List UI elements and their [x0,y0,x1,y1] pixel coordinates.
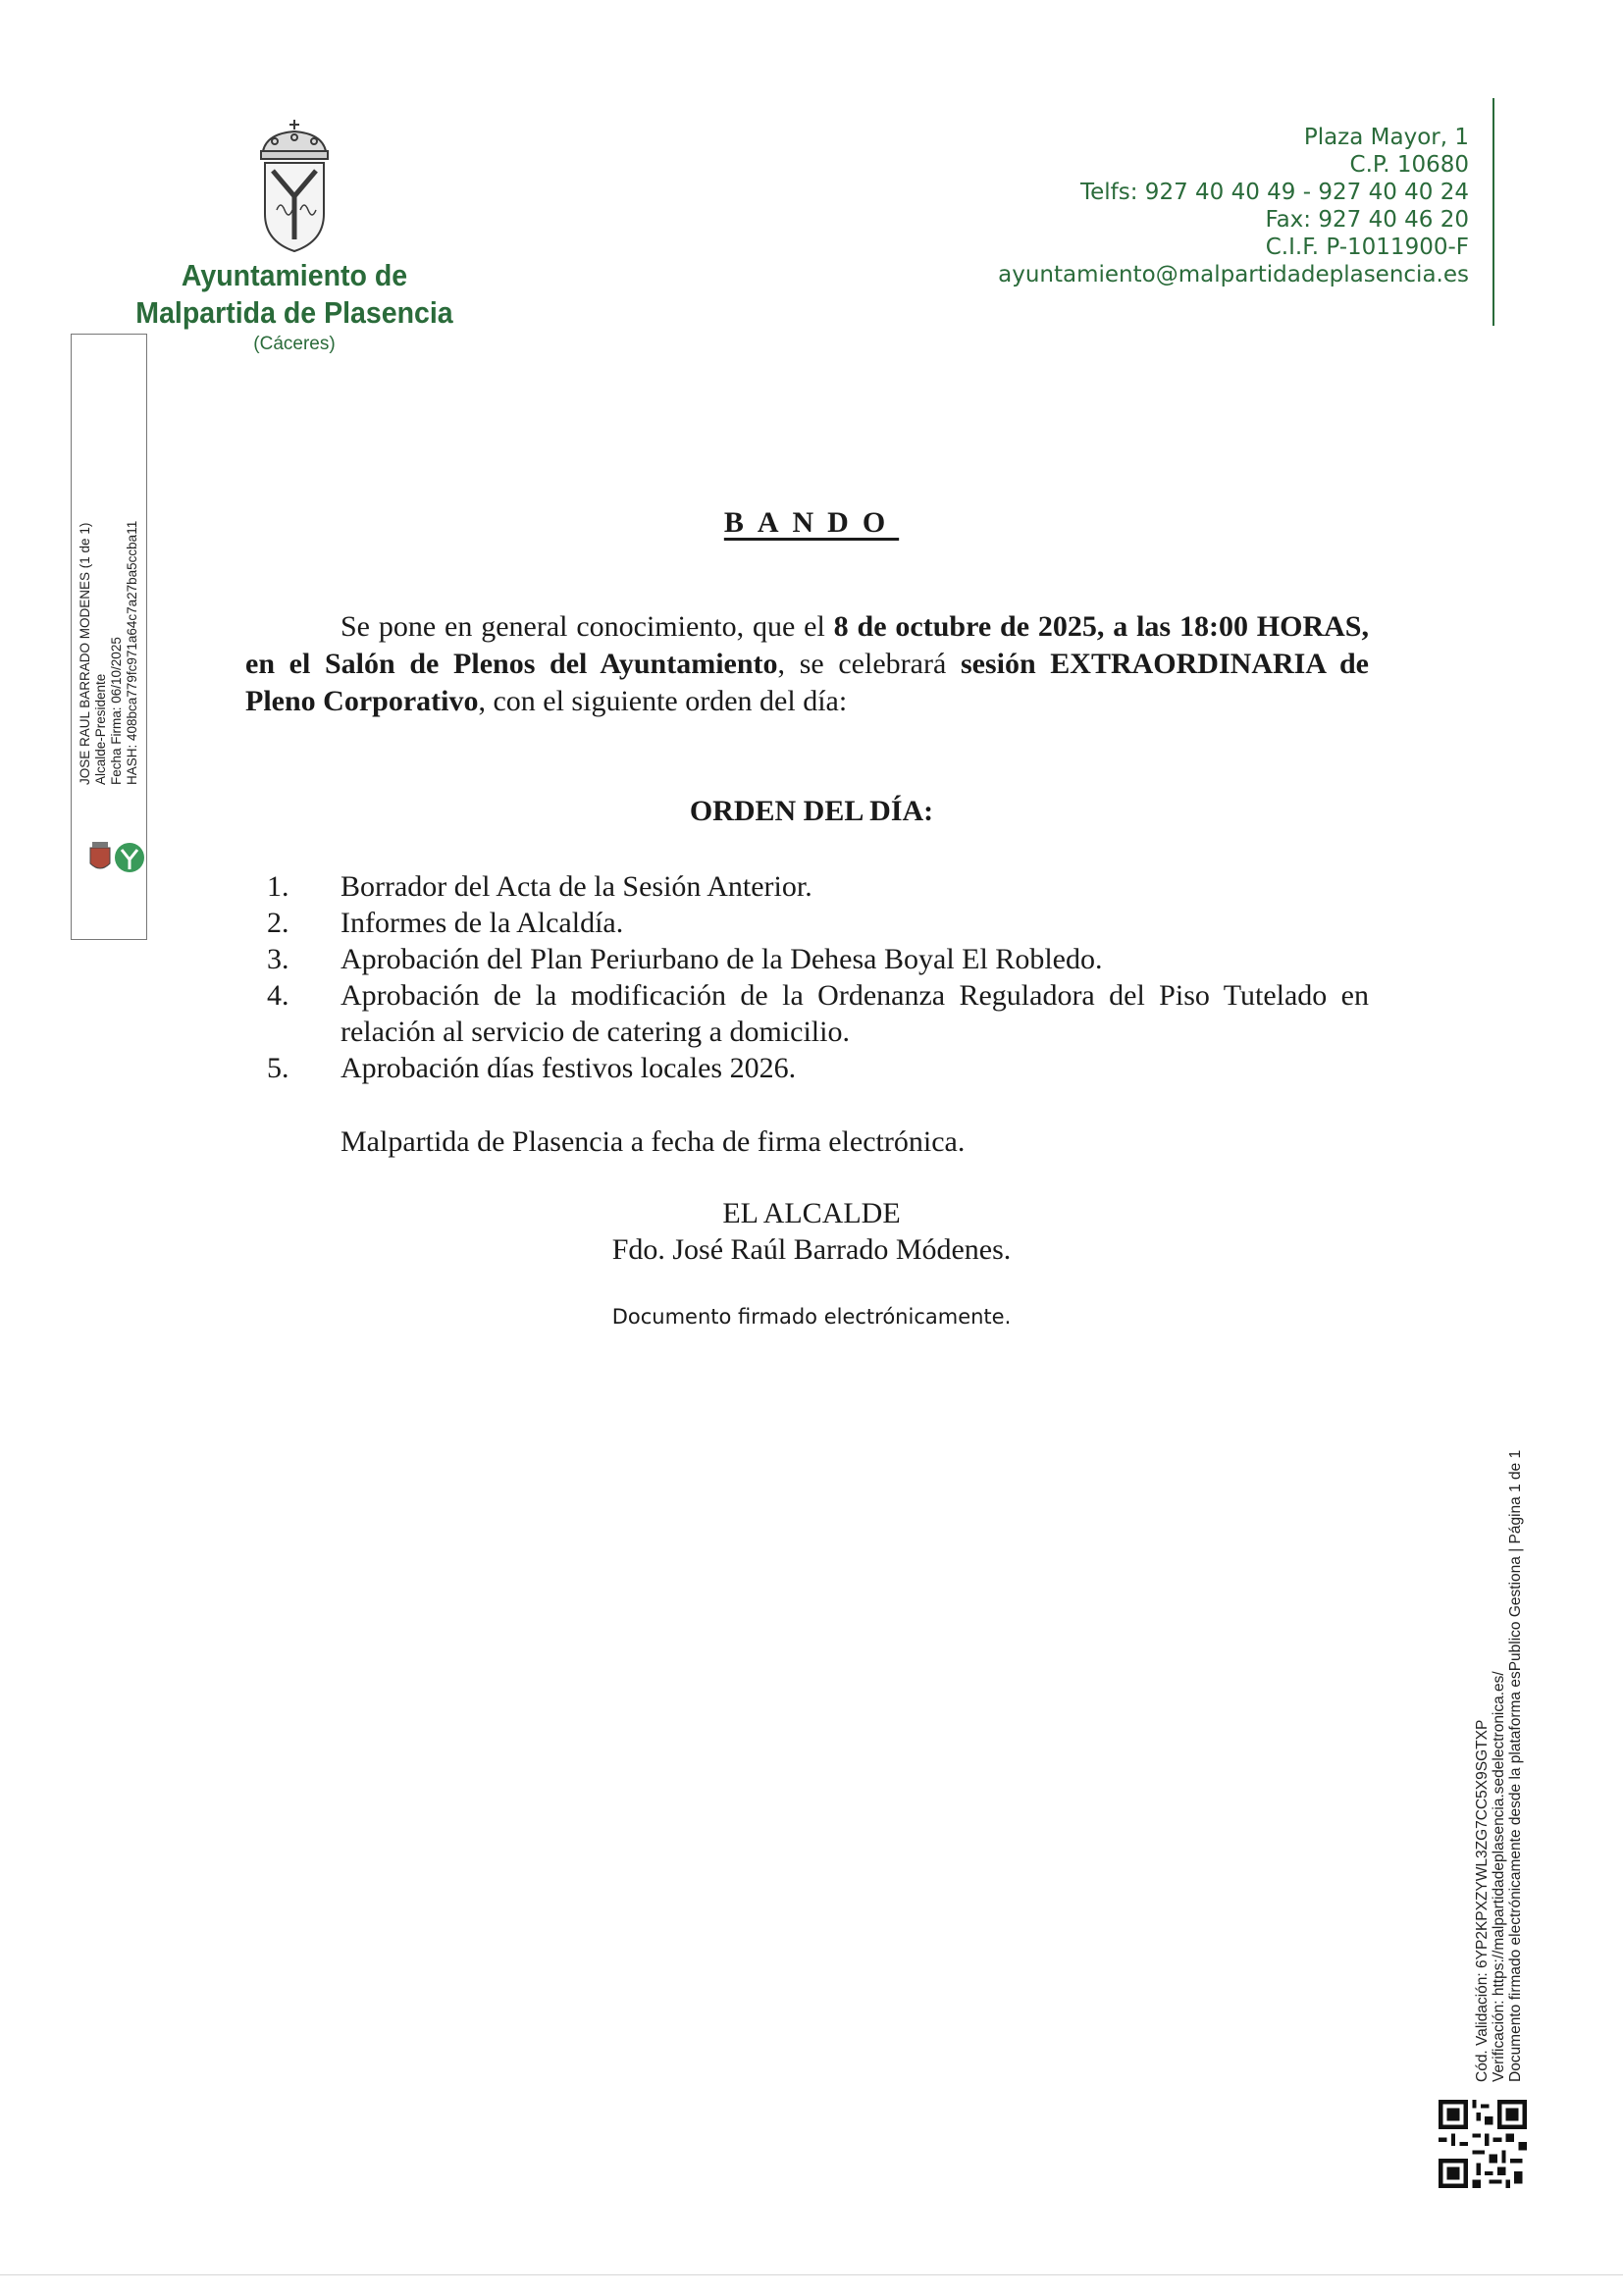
electronic-signature-note: Documento firmado electrónicamente. [611,1305,1012,1329]
municipality-name-line-2: Malpartida de Plasencia [135,295,453,330]
agenda-item-number: 3. [267,943,289,975]
contact-divider [1492,98,1494,326]
contact-email[interactable]: ayuntamiento@malpartidadeplasencia.es [998,262,1469,287]
agenda-item [245,868,1369,905]
municipal-crest-logo [245,116,343,263]
verification-url[interactable]: Verificación: https://malpartidadeplasencia.sedelectronica.es/ [1491,1671,1507,2082]
agenda-item-text: Aprobación de la modificación de la Ordenanza Reguladora del Piso Tutelado en relación al servicio de catering a domicilio. [340,979,1369,1048]
agenda-item [245,941,1369,977]
agenda-item-text: Aprobación del Plan Periurbano de la Dehesa Boyal El Robledo. [340,943,1103,975]
municipality-name [114,257,475,332]
signer-role: EL ALCALDE [722,1197,901,1229]
stamp-date: Fecha Firma: 06/10/2025 [109,637,124,785]
agenda-item [245,905,1369,941]
platform-note: Documento firmado electrónicamente desde la plataforma esPublico Gestiona | Página 1 de 1 [1507,1449,1524,2082]
intro-text-1: Se pone en general conocimiento, que el [340,610,834,643]
agenda-item-text: Borrador del Acta de la Sesión Anterior. [340,870,812,903]
agenda-item-number: 2. [267,907,289,939]
agenda-item-number: 1. [267,870,289,903]
signer-name: Fdo. José Raúl Barrado Módenes. [611,1233,1012,1266]
stamp-role: Alcalde-Presidente [93,673,108,785]
stamp-logo-icon [84,840,149,875]
stamp-hash: HASH: 408bca779fc971a64c7a27ba5ccba11 [125,520,139,785]
agenda-item-text: Aprobación días festivos locales 2026. [340,1052,797,1084]
contact-fax: Fax: 927 40 46 20 [1265,207,1469,233]
document-title-text: BANDO [723,506,900,539]
agenda-item-number: 5. [267,1052,289,1084]
intro-bold-date-place: 8 de octubre de 2025, a las 18:00 HORAS, en el Salón de Plenos del Ayuntamiento [245,610,1369,680]
municipality-name-line-1: Ayuntamiento de [181,258,408,292]
agenda-item [245,977,1369,1050]
agenda-title: ORDEN DEL DÍA: [689,795,934,827]
contact-phones: Telfs: 927 40 40 49 - 927 40 40 24 [1079,180,1469,205]
intro-text-2: , se celebrará [777,648,961,680]
validation-code: Cód. Validación: 6YP2KPXZYWL3ZG7CC5X9SGTXP [1474,1719,1491,2082]
intro-bold-session: sesión EXTRAORDINARIA de Pleno Corporativo [245,648,1370,717]
agenda-item-text: Informes de la Alcaldía. [340,907,624,939]
document-title [0,506,1623,540]
municipality-province: (Cáceres) [253,334,336,354]
agenda-item [245,1050,1369,1086]
page-bottom-rule [0,2274,1623,2275]
contact-address: Plaza Mayor, 1 [1303,125,1469,150]
agenda-list [245,868,1369,1086]
agenda-item-number: 4. [267,979,289,1012]
place-date: Malpartida de Plasencia a fecha de firma electrónica. [340,1125,966,1158]
stamp-signer: JOSE RAUL BARRADO MODENES (1 de 1) [78,522,92,785]
qr-code-icon[interactable] [1439,2100,1527,2188]
intro-paragraph [245,608,1369,720]
contact-cif: C.I.F. P-1011900-F [1265,235,1469,260]
contact-block [998,124,1469,288]
intro-text-3: , con el siguiente orden del día: [478,685,848,717]
contact-postal-code: C.P. 10680 [1349,152,1469,178]
verification-strip [1474,1444,1524,2082]
